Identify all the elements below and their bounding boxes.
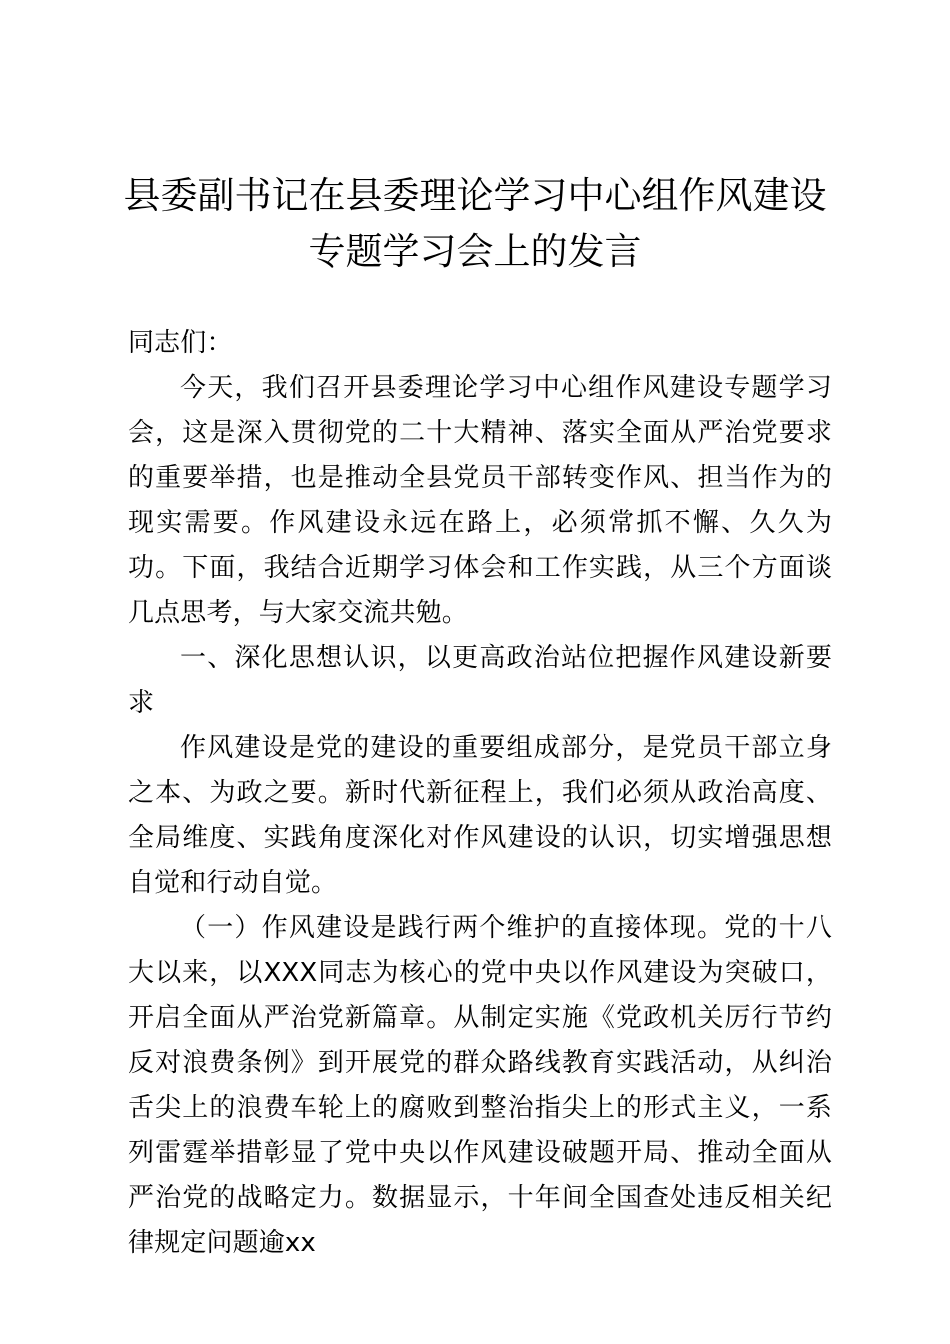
section-heading-one: 一、深化思想认识，以更高政治站位把握作风建设新要求: [128, 643, 832, 718]
paragraph-subsection-one: （一）作风建设是践行两个维护的直接体现。党的十八大以来，以XXX同志为核心的党中央以作风建设为突破口，开启全面从严治党新篇章。从制定实施《党政机关厉行节约反对浪费条例》到开展党的群众路线教育实践活动，从纠治舌尖上的浪费车轮上的腐败到整治指尖上的形式主义，一系列雷霆举措彰显了党中央以作风建设破题开局、推动全面从严治党的战略定力。数据显示，十年间全国查处违反相关纪律规定问题逾xx: [128, 913, 832, 1258]
document-body: [128, 321, 832, 1266]
salutation: 同志们：: [128, 328, 233, 358]
paragraph-section-one: 作风建设是党的建设的重要组成部分，是党员干部立身之本、为政之要。新时代新征程上，我们必须从政治高度、全局维度、实践角度深化对作风建设的认识，切实增强思想自觉和行动自觉。: [128, 733, 832, 898]
paragraph-intro: 今天，我们召开县委理论学习中心组作风建设专题学习会，这是深入贯彻党的二十大精神、落实全面从严治党要求的重要举措，也是推动全县党员干部转变作风、担当作为的现实需要。作风建设永远在路上，必须常抓不懈、久久为功。下面，我结合近期学习体会和工作实践，从三个方面谈几点思考，与大家交流共勉。: [128, 373, 832, 628]
document-title: 县委副书记在县委理论学习中心组作风建设专题学习会上的发言: [123, 174, 827, 273]
